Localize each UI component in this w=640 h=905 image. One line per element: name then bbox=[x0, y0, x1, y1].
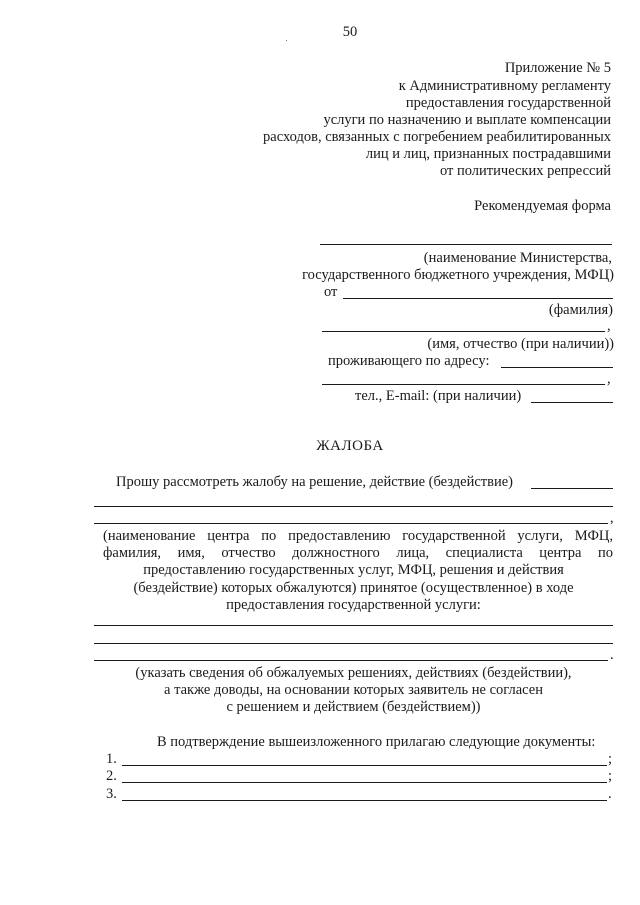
surname-hint: (фамилия) bbox=[548, 302, 613, 318]
attachment-number: 2. bbox=[106, 768, 117, 784]
request-line-1[interactable] bbox=[94, 506, 613, 507]
attachment-number: 1. bbox=[106, 751, 117, 767]
details-line-1[interactable] bbox=[94, 625, 613, 626]
contacts-line[interactable] bbox=[531, 402, 613, 403]
name-hint: (имя, отчество (при наличии)) bbox=[427, 336, 614, 352]
attachment-line-3[interactable] bbox=[122, 800, 607, 801]
attachment-line-2[interactable] bbox=[122, 782, 607, 783]
appendix-line-4: услуги по назначению и выплате компенсации bbox=[323, 112, 611, 128]
attachment-end: ; bbox=[608, 751, 613, 767]
name-line-comma: , bbox=[607, 318, 611, 334]
attachment-end: ; bbox=[608, 768, 613, 784]
request-line-comma: , bbox=[610, 510, 614, 526]
recommended-form-label: Рекомендуемая форма bbox=[474, 198, 611, 214]
subject-hint-line-2: фамилия, имя, отчество должностного лица, специалиста центра по bbox=[103, 545, 613, 561]
contacts-label: тел., E-mail: (при наличии) bbox=[355, 388, 522, 404]
page-number: 50 bbox=[342, 24, 358, 40]
arguments-hint-line-2: а также доводы, на основании которых заявитель не согласен bbox=[164, 682, 543, 698]
address-line-1[interactable] bbox=[501, 367, 613, 368]
request-line-end[interactable] bbox=[531, 488, 613, 489]
subject-hint-line-3: предоставлению государственных услуг, МФЦ, решения и действия bbox=[143, 562, 564, 578]
address-line-comma: , bbox=[607, 371, 611, 387]
attachment-number: 3. bbox=[106, 786, 117, 802]
name-patronymic-line[interactable] bbox=[322, 331, 605, 332]
details-line-2[interactable] bbox=[94, 643, 613, 644]
attachment-end: . bbox=[608, 786, 612, 802]
organization-name-line[interactable] bbox=[320, 244, 612, 245]
document-title: ЖАЛОБА bbox=[316, 438, 384, 454]
address-line-2[interactable] bbox=[322, 384, 605, 385]
attachments-intro: В подтверждение вышеизложенного прилагаю следующие документы: bbox=[157, 734, 596, 750]
appendix-line-7: от политических репрессий bbox=[439, 163, 611, 179]
request-text: Прошу рассмотреть жалобу на решение, действие (бездействие) bbox=[116, 474, 513, 490]
subject-hint-line-1: (наименование центра по предоставлению государственной услуги, МФЦ, bbox=[103, 528, 613, 544]
details-line-period: . bbox=[610, 647, 614, 663]
request-line-2[interactable] bbox=[94, 523, 608, 524]
appendix-line-6: лиц и лиц, признанных пострадавшими bbox=[365, 146, 611, 162]
organization-hint-2: государственного бюджетного учреждения, МФЦ) bbox=[302, 267, 614, 283]
from-label: от bbox=[324, 284, 338, 300]
surname-line[interactable] bbox=[343, 298, 613, 299]
scan-speck bbox=[286, 40, 287, 41]
arguments-hint-line-3: с решением и действием (бездействием)) bbox=[226, 699, 481, 715]
appendix-line-2: к Административному регламенту bbox=[398, 78, 611, 94]
appendix-line-1: Приложение № 5 bbox=[504, 60, 611, 76]
appendix-line-3: предоставления государственной bbox=[405, 95, 611, 111]
residing-label: проживающего по адресу: bbox=[328, 353, 490, 369]
subject-hint-line-5: предоставления государственной услуги: bbox=[226, 597, 481, 613]
organization-hint-1: (наименование Министерства, bbox=[423, 250, 612, 266]
attachment-line-1[interactable] bbox=[122, 765, 607, 766]
appendix-line-5: расходов, связанных с погребением реабилитированных bbox=[263, 129, 611, 145]
arguments-hint-line-1: (указать сведения об обжалуемых решениях, действиях (бездействии), bbox=[135, 665, 572, 681]
details-line-3[interactable] bbox=[94, 660, 608, 661]
subject-hint-line-4: (бездействие) которых обжалуются) принятое (осуществленное) в ходе bbox=[133, 580, 574, 596]
